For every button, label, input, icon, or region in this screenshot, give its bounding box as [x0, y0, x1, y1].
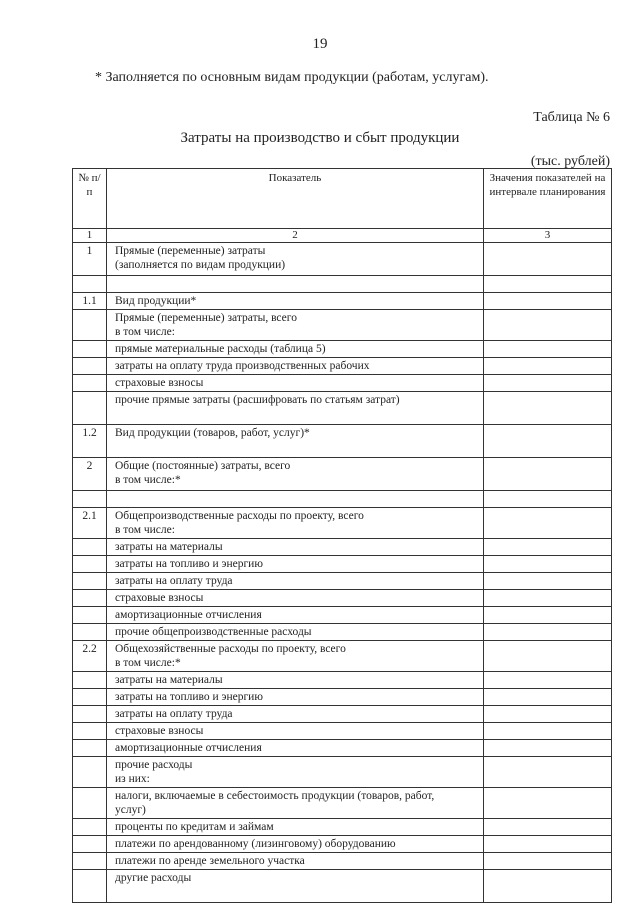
page-number: 19: [312, 36, 328, 52]
row-indicator: Общехозяйственные расходы по проекту, всего в том числе:*: [107, 641, 484, 672]
row-value: [484, 853, 612, 870]
table-row: [73, 740, 612, 757]
row-number: [73, 539, 107, 556]
table-title: Затраты на производство и сбыт продукции: [180, 130, 460, 146]
row-indicator: Общие (постоянные) затраты, всего в том числе:*: [107, 458, 484, 491]
row-number: [73, 723, 107, 740]
row-number: [73, 573, 107, 590]
table-row: [73, 341, 612, 358]
table-row: [73, 607, 612, 624]
row-indicator: Вид продукции (товаров, работ, услуг)*: [107, 425, 484, 458]
column-number: 2: [107, 229, 484, 243]
row-value: [484, 757, 612, 788]
row-indicator: платежи по арендованному (лизинговому) оборудованию: [107, 836, 484, 853]
row-number: [73, 624, 107, 641]
table-row: [73, 624, 612, 641]
row-indicator: затраты на оплату труда: [107, 573, 484, 590]
table-row: [73, 556, 612, 573]
row-value: [484, 358, 612, 375]
row-indicator: [107, 491, 484, 508]
table-row: [73, 276, 612, 293]
table-row: [73, 672, 612, 689]
row-number: 2.1: [73, 508, 107, 539]
row-value: [484, 508, 612, 539]
table-row: [73, 491, 612, 508]
footnote: * Заполняется по основным видам продукции (работам, услугам).: [95, 70, 489, 85]
row-indicator: прочие общепроизводственные расходы: [107, 624, 484, 641]
row-value: [484, 392, 612, 425]
row-indicator: затраты на материалы: [107, 672, 484, 689]
row-number: [73, 556, 107, 573]
row-number: [73, 672, 107, 689]
row-value: [484, 293, 612, 310]
row-value: [484, 243, 612, 276]
row-number: 2.2: [73, 641, 107, 672]
table-row: [73, 590, 612, 607]
row-number: [73, 375, 107, 392]
table-row: [73, 853, 612, 870]
row-value: [484, 819, 612, 836]
header-row: [73, 169, 612, 229]
table-body: [73, 243, 612, 903]
row-indicator: [107, 276, 484, 293]
row-indicator: амортизационные отчисления: [107, 740, 484, 757]
column-number: 1: [73, 229, 107, 243]
table-row: [73, 573, 612, 590]
row-value: [484, 641, 612, 672]
row-indicator: платежи по аренде земельного участка: [107, 853, 484, 870]
row-number: [73, 757, 107, 788]
row-value: [484, 573, 612, 590]
row-indicator: страховые взносы: [107, 723, 484, 740]
row-number: [73, 358, 107, 375]
cost-table: [72, 168, 612, 903]
row-number: [73, 392, 107, 425]
row-number: 1: [73, 243, 107, 276]
table-label: Таблица № 6: [533, 110, 610, 125]
table-row: [73, 706, 612, 723]
row-indicator: затраты на оплату труда: [107, 706, 484, 723]
table-row: [73, 757, 612, 788]
row-indicator: другие расходы: [107, 870, 484, 903]
row-value: [484, 672, 612, 689]
row-number: 1.1: [73, 293, 107, 310]
row-indicator: прочие прямые затраты (расшифровать по статьям затрат): [107, 392, 484, 425]
row-number: [73, 706, 107, 723]
column-number: 3: [484, 229, 612, 243]
row-indicator: прямые материальные расходы (таблица 5): [107, 341, 484, 358]
row-indicator: Общепроизводственные расходы по проекту, всего в том числе:: [107, 508, 484, 539]
table-row: [73, 310, 612, 341]
table-row: [73, 641, 612, 672]
row-indicator: затраты на топливо и энергию: [107, 689, 484, 706]
table-row: [73, 375, 612, 392]
row-indicator: амортизационные отчисления: [107, 607, 484, 624]
units-label: (тыс. рублей): [530, 154, 610, 169]
row-value: [484, 375, 612, 392]
row-number: [73, 853, 107, 870]
column-number-row: [73, 229, 612, 243]
row-value: [484, 341, 612, 358]
table-row: [73, 723, 612, 740]
row-value: [484, 425, 612, 458]
row-number: 1.2: [73, 425, 107, 458]
table-row: [73, 392, 612, 425]
table-row: [73, 819, 612, 836]
table-row: [73, 458, 612, 491]
row-indicator: страховые взносы: [107, 590, 484, 607]
table-row: [73, 788, 612, 819]
row-number: [73, 740, 107, 757]
row-value: [484, 706, 612, 723]
row-indicator: Прямые (переменные) затраты, всего в том числе:: [107, 310, 484, 341]
row-number: [73, 341, 107, 358]
row-number: [73, 689, 107, 706]
row-value: [484, 723, 612, 740]
header-values: Значения показателей на интервале планирования: [484, 169, 612, 229]
row-value: [484, 590, 612, 607]
row-number: [73, 310, 107, 341]
row-value: [484, 689, 612, 706]
row-value: [484, 788, 612, 819]
row-value: [484, 458, 612, 491]
table-row: [73, 293, 612, 310]
row-indicator: проценты по кредитам и займам: [107, 819, 484, 836]
row-indicator: Прямые (переменные) затраты (заполняется по видам продукции): [107, 243, 484, 276]
row-number: 2: [73, 458, 107, 491]
table-row: [73, 539, 612, 556]
table-row: [73, 689, 612, 706]
table-row: [73, 358, 612, 375]
row-indicator: затраты на топливо и энергию: [107, 556, 484, 573]
row-indicator: страховые взносы: [107, 375, 484, 392]
row-value: [484, 836, 612, 853]
row-number: [73, 788, 107, 819]
row-value: [484, 491, 612, 508]
row-number: [73, 870, 107, 903]
table-row: [73, 508, 612, 539]
row-number: [73, 819, 107, 836]
row-indicator: прочие расходы из них:: [107, 757, 484, 788]
table-row: [73, 425, 612, 458]
row-indicator: затраты на материалы: [107, 539, 484, 556]
table-row: [73, 836, 612, 853]
row-value: [484, 310, 612, 341]
row-value: [484, 870, 612, 903]
row-indicator: затраты на оплату труда производственных рабочих: [107, 358, 484, 375]
row-value: [484, 539, 612, 556]
row-value: [484, 276, 612, 293]
row-number: [73, 276, 107, 293]
row-value: [484, 740, 612, 757]
row-indicator: налоги, включаемые в себестоимость продукции (товаров, работ, услуг): [107, 788, 484, 819]
header-num: № п/п: [73, 169, 107, 229]
row-number: [73, 491, 107, 508]
row-number: [73, 836, 107, 853]
row-value: [484, 607, 612, 624]
row-value: [484, 624, 612, 641]
row-value: [484, 556, 612, 573]
row-number: [73, 590, 107, 607]
row-number: [73, 607, 107, 624]
row-indicator: Вид продукции*: [107, 293, 484, 310]
table-row: [73, 870, 612, 903]
table-row: [73, 243, 612, 276]
header-indicator: Показатель: [107, 169, 484, 229]
